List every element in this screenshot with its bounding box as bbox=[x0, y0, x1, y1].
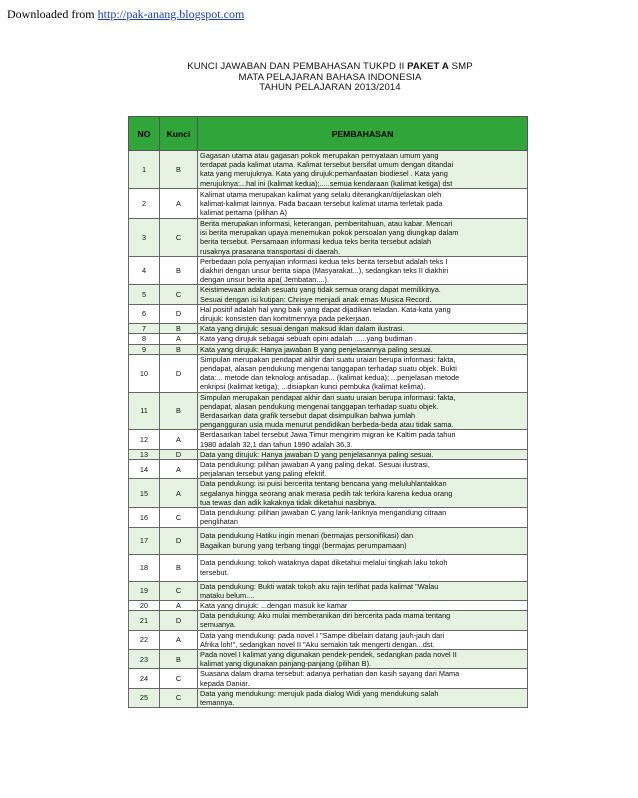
explanation-line: Bagaikan burung yang terbang tinggi (bermajas perumpamaan) bbox=[200, 540, 407, 550]
table-row bbox=[129, 218, 528, 256]
row-explanation bbox=[198, 324, 528, 334]
explanation-line: diakhiri dengan unsur berita siapa (Masyarakat...), sedangkan teks II diakhiri bbox=[200, 266, 449, 276]
explanation-line: temannya. bbox=[200, 697, 235, 707]
table-row bbox=[129, 688, 528, 707]
explanation-line: kepada Daniar. bbox=[200, 678, 250, 688]
table-row bbox=[129, 554, 528, 581]
header-no: NO bbox=[129, 117, 160, 151]
row-explanation bbox=[198, 508, 528, 527]
row-explanation bbox=[198, 344, 528, 354]
table-row bbox=[129, 256, 528, 285]
table-row bbox=[129, 392, 528, 430]
explanation-line: Pada novel I kalimat yang digunakan pendek-pendek, sedangkan pada novel II bbox=[200, 649, 457, 659]
row-explanation bbox=[198, 581, 528, 600]
row-explanation bbox=[198, 354, 528, 392]
table-row bbox=[129, 324, 528, 334]
explanation-line: Berita merupakan informasi, keterangan, pemberitahuan, atau kabar. Mencari bbox=[200, 218, 453, 228]
row-answer-key: B bbox=[160, 554, 198, 581]
explanation-line: penglihatan bbox=[200, 517, 238, 527]
row-number: 4 bbox=[129, 256, 160, 285]
explanation-line: tersebut. bbox=[200, 567, 229, 577]
row-answer-key: B bbox=[160, 649, 198, 668]
title-line-3: TAHUN PELAJARAN 2013/2014 bbox=[259, 82, 401, 94]
table-row bbox=[129, 151, 528, 189]
header-kunci: Kunci bbox=[160, 117, 198, 151]
row-number: 20 bbox=[129, 600, 160, 610]
row-explanation bbox=[198, 218, 528, 256]
row-number: 15 bbox=[129, 479, 160, 508]
explanation-line: kalimat-kalimat lainnya. Pada bacaan tersebut kalimat utama terletak pada bbox=[200, 198, 443, 208]
explanation-line: Kata yang dirujuk: Hanya jawaban B yang penjelasannya paling sesuai. bbox=[200, 344, 433, 354]
table-row bbox=[129, 460, 528, 479]
table-row bbox=[129, 449, 528, 459]
explanation-line: enkripsi (kalimat ketiga); ...disiapkan kunci pembuka (kalimat kelima). bbox=[200, 382, 426, 392]
row-explanation bbox=[198, 449, 528, 459]
table-row bbox=[129, 188, 528, 218]
row-number: 14 bbox=[129, 460, 160, 479]
table-row bbox=[129, 630, 528, 649]
row-answer-key: B bbox=[160, 392, 198, 430]
explanation-line: Data yang dirujuk: Hanya jawaban D yang penjelasannya paling sesuai. bbox=[200, 449, 434, 459]
row-number: 1 bbox=[129, 151, 160, 189]
row-answer-key: C bbox=[160, 688, 198, 707]
explanation-line: Hal positif adalah hal yang baik yang dapat dijadikan teladan. Kata-kata yang bbox=[200, 304, 451, 314]
row-number: 12 bbox=[129, 430, 160, 449]
explanation-line: Simpulan merupakan pendapat akhir dari suatu uraian berupa informasi: fakta, bbox=[200, 354, 456, 364]
table-header-row bbox=[129, 117, 528, 151]
row-number: 9 bbox=[129, 344, 160, 354]
row-explanation bbox=[198, 392, 528, 430]
row-number: 2 bbox=[129, 188, 160, 218]
row-answer-key: C bbox=[160, 218, 198, 256]
explanation-line: Kalimat utama merupakan kalimat yang selalu diterangkan/dijelaskan oleh bbox=[200, 189, 442, 199]
table-row bbox=[129, 354, 528, 392]
row-explanation bbox=[198, 630, 528, 649]
title-line-2: MATA PELAJARAN BAHASA INDONESIA bbox=[238, 71, 422, 83]
explanation-line: segalanya hingga seorang anak merasa pedih tak terkira karena kedua orang bbox=[200, 488, 453, 498]
explanation-line: Suasana dalam drama tersebut: adanya perhatian dan kasih sayang dari Mama bbox=[200, 669, 460, 679]
table-row bbox=[129, 479, 528, 508]
table-row bbox=[129, 669, 528, 688]
row-explanation bbox=[198, 554, 528, 581]
row-number: 10 bbox=[129, 354, 160, 392]
download-prefix: Downloaded from bbox=[7, 7, 98, 21]
row-explanation bbox=[198, 600, 528, 610]
explanation-line: pendapat, alasan pendukung mengenai tanggapan terhadap suatu objek. Bukti bbox=[200, 364, 457, 374]
explanation-line: mataku belum.... bbox=[200, 590, 255, 600]
explanation-line: Data pendukung: pilihan jawaban C yang larik-lariknya mengandung citraan bbox=[200, 508, 447, 518]
row-answer-key: D bbox=[160, 304, 198, 323]
explanation-line: data:... metode dan teknologi antisadap... (kalimat kedua); ...penjelasan metode bbox=[200, 373, 460, 383]
explanation-line: Data pendukung Hatiku ingin menari (bermajas personifikasi) dan bbox=[200, 531, 414, 541]
explanation-line: pengangguran usia muda menurut pendidikan berbeda-beda atau tidak sama. bbox=[200, 420, 454, 430]
row-answer-key: B bbox=[160, 151, 198, 189]
row-number: 3 bbox=[129, 218, 160, 256]
row-explanation bbox=[198, 611, 528, 630]
explanation-line: perjalanan tersebut yang paling efektif. bbox=[200, 469, 327, 479]
row-answer-key: C bbox=[160, 508, 198, 527]
explanation-line: kalimat yang digunakan panjang-panjang (pilihan B). bbox=[200, 659, 372, 669]
row-number: 16 bbox=[129, 508, 160, 527]
row-explanation bbox=[198, 479, 528, 508]
explanation-line: Data pendukung: Aku mulai memberanikan diri bercerita pada mama tentang bbox=[200, 611, 451, 621]
row-explanation bbox=[198, 649, 528, 668]
row-explanation bbox=[198, 669, 528, 688]
table-row bbox=[129, 334, 528, 344]
explanation-line: tua tewas dan adik kakaknya tidak diketahui nasibnya. bbox=[200, 497, 377, 507]
explanation-line: Keistimewaan adalah sesuatu yang tidak semua orang dapat memilikinya. bbox=[200, 285, 441, 295]
table-row bbox=[129, 285, 528, 304]
row-answer-key: D bbox=[160, 527, 198, 554]
explanation-line: Data pendukung: tokoh wataknya dapat diketahui melalui tingkah laku tokoh bbox=[200, 558, 448, 568]
explanation-line: Sesuai dengan isi kutipan: Chrisye menjadi anak emas Musica Record. bbox=[200, 294, 432, 304]
table-row bbox=[129, 611, 528, 630]
row-answer-key: A bbox=[160, 430, 198, 449]
row-number: 6 bbox=[129, 304, 160, 323]
explanation-line: Kata yang dirujuk: sesuai dengan maksud iklan dalam ilustrasi. bbox=[200, 324, 405, 334]
row-explanation bbox=[198, 460, 528, 479]
row-explanation bbox=[198, 151, 528, 189]
row-number: 21 bbox=[129, 611, 160, 630]
row-explanation bbox=[198, 304, 528, 323]
table-row bbox=[129, 527, 528, 554]
row-answer-key: D bbox=[160, 449, 198, 459]
table-body bbox=[129, 151, 528, 708]
explanation-line: Perbedaan pola penyajian informasi kedua teks berita tersebut adalah teks I bbox=[200, 256, 448, 266]
row-answer-key: A bbox=[160, 600, 198, 610]
document-title bbox=[150, 62, 510, 94]
row-number: 7 bbox=[129, 324, 160, 334]
explanation-line: berita tersebut. Persamaan informasi kedua teks berita tersebut adalah bbox=[200, 237, 432, 247]
explanation-line: semuanya. bbox=[200, 620, 236, 630]
row-explanation bbox=[198, 688, 528, 707]
explanation-line: Kata yang dirujuk sebagai sebuah opini adalah ......yang budiman . bbox=[200, 334, 417, 344]
explanation-line: isi berita merupakan upaya menemukan pokok persoalan yang diungkap dalam bbox=[200, 228, 459, 238]
row-number: 17 bbox=[129, 527, 160, 554]
row-answer-key: A bbox=[160, 334, 198, 344]
row-number: 13 bbox=[129, 449, 160, 459]
explanation-line: Kata yang dirujuk: ...dengan masuk ke kamar bbox=[200, 600, 348, 610]
table-row bbox=[129, 508, 528, 527]
explanation-line: merujuknya:...hal ini (kalimat kedua);.....semua kendaraan (kalimat ketiga) dst bbox=[200, 178, 453, 188]
row-number: 23 bbox=[129, 649, 160, 668]
table-row bbox=[129, 344, 528, 354]
explanation-line: terdapat pada kalimat utama. Kalimat tersebut bersifat umum dengan ditandai bbox=[200, 160, 454, 170]
row-answer-key: B bbox=[160, 324, 198, 334]
row-answer-key: A bbox=[160, 188, 198, 218]
row-number: 8 bbox=[129, 334, 160, 344]
row-answer-key: B bbox=[160, 344, 198, 354]
title-line-1-bold: PAKET A bbox=[407, 61, 449, 72]
row-explanation bbox=[198, 188, 528, 218]
explanation-line: Gagasan utama atau gagasan pokok merupakan pernyataan umum yang bbox=[200, 151, 439, 160]
row-answer-key: C bbox=[160, 581, 198, 600]
download-source-line bbox=[7, 7, 244, 22]
explanation-line: dengan unsur berita apa( Jembatan....). bbox=[200, 275, 330, 285]
source-link[interactable]: http://pak-anang.blogspot.com bbox=[97, 7, 245, 21]
row-answer-key: D bbox=[160, 611, 198, 630]
explanation-line: pendapat, alasan pendukung mengenai tanggapan terhadap suatu objek. bbox=[200, 401, 439, 411]
row-explanation bbox=[198, 256, 528, 285]
explanation-line: kata yang merujuknya. Kata yang dirujuk:pemanfaatan biodiesel . Kata yang bbox=[200, 169, 448, 179]
row-explanation bbox=[198, 430, 528, 449]
explanation-line: Data yang mendukung: pada novel I "Sampe dibelain datang jauh-jauh dari bbox=[200, 630, 445, 640]
row-explanation bbox=[198, 334, 528, 344]
row-number: 19 bbox=[129, 581, 160, 600]
row-number: 24 bbox=[129, 669, 160, 688]
row-answer-key: C bbox=[160, 285, 198, 304]
title-line-1 bbox=[150, 62, 510, 73]
explanation-line: Data yang mendukung: merujuk pada dialog Widi yang mendukung salah bbox=[200, 688, 439, 698]
table-row bbox=[129, 304, 528, 323]
row-explanation bbox=[198, 527, 528, 554]
header-pembahasan: PEMBAHASAN bbox=[198, 117, 528, 151]
table-row bbox=[129, 649, 528, 668]
title-line-1-post: SMP bbox=[448, 61, 473, 72]
explanation-line: Simpulan merupakan pendapat akhir dari suatu uraian berupa informasi: fakta, bbox=[200, 392, 456, 402]
row-answer-key: A bbox=[160, 460, 198, 479]
explanation-line: Data pendukung: isi puisi bercerita tentang bencana yang meluluhlantakkan bbox=[200, 479, 447, 489]
row-answer-key: A bbox=[160, 479, 198, 508]
explanation-line: rusaknya prasarana transportasi di daerah. bbox=[200, 246, 341, 256]
row-answer-key: B bbox=[160, 256, 198, 285]
explanation-line: 1980 adalah 32,1 dan tahun 1990 adalah 36,3. bbox=[200, 439, 353, 449]
explanation-line: Data pendukung: Bukti watak tokoh aku rajin terlihat pada kalimat "Walau bbox=[200, 581, 439, 591]
row-answer-key: D bbox=[160, 354, 198, 392]
explanation-line: Afrika loh!", sedangkan novel II "Aku semakin tak mengerti dengan...dst. bbox=[200, 639, 435, 649]
explanation-line: kalimat pertama (pilihan A) bbox=[200, 207, 287, 217]
row-number: 25 bbox=[129, 688, 160, 707]
table-row bbox=[129, 581, 528, 600]
table-row bbox=[129, 430, 528, 449]
row-number: 18 bbox=[129, 554, 160, 581]
explanation-line: Berdasarkan data grafik tersebut dapat disimpulkan bahwa jumlah bbox=[200, 411, 416, 421]
explanation-line: dirujuk: konsisten dan komitmennya pada pekerjaan. bbox=[200, 314, 372, 324]
row-number: 22 bbox=[129, 630, 160, 649]
table-row bbox=[129, 600, 528, 610]
row-answer-key: A bbox=[160, 630, 198, 649]
row-number: 11 bbox=[129, 392, 160, 430]
row-explanation bbox=[198, 285, 528, 304]
title-line-1-pre: KUNCI JAWABAN DAN PEMBAHASAN TUKPD II bbox=[187, 61, 408, 72]
explanation-line: Data pendukung: pilihan jawaban A yang paling dekat. Sesuai ilustrasi, bbox=[200, 460, 430, 470]
explanation-line: Berdasarkan tabel tersebut Jawa Timur mengirim migran ke Kaltim pada tahun bbox=[200, 430, 456, 440]
answer-key-table bbox=[128, 116, 528, 708]
row-number: 5 bbox=[129, 285, 160, 304]
row-answer-key: C bbox=[160, 669, 198, 688]
